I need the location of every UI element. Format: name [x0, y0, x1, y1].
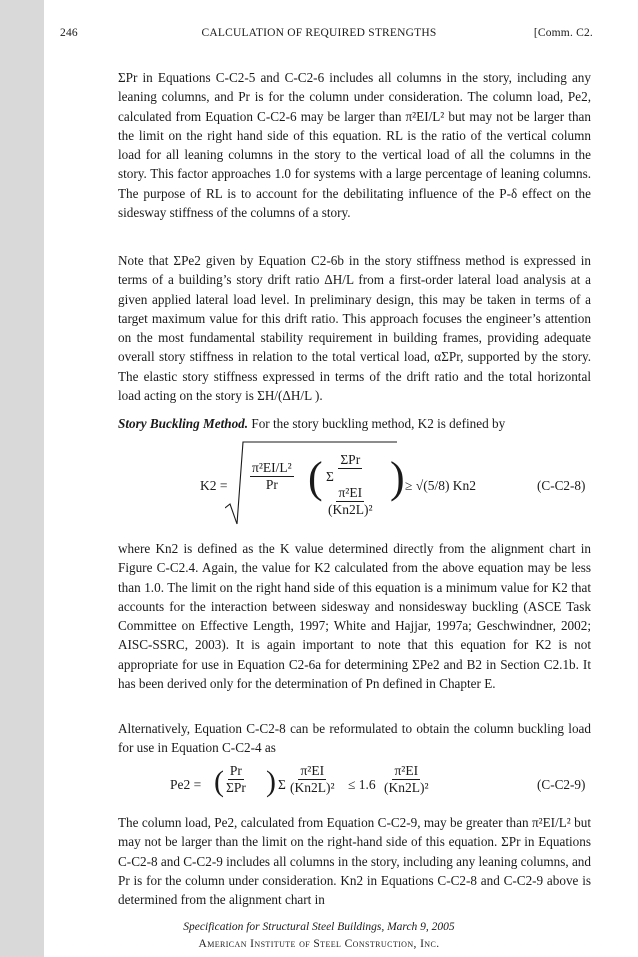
footer-publisher: American Institute of Steel Construction, Inc. — [198, 938, 440, 950]
k2-lhs: K2 = — [200, 478, 228, 493]
paragraph-leaning-columns: ΣPr in Equations C-C2-5 and C-C2-6 includes all columns in the story, including any leaning columns, and Pr is for the column under consideration. The column load, Pe2, calculated from Equation C-C2-6 may be larger than π²EI/L² but may not be larger than the limit on the right hand side of this equation. RL is the ratio of the vertical column load for all leaning columns in the story to the vertical load of all the columns in the story. This factor approaches 1.0 for systems with a large percentage of leaning columns. The purpose of RL is to account for the debilitating influence of the P-δ effect on the sidesway stiffness of the columns of a story. — [118, 70, 591, 221]
k2-limit: ≥ √(5/8) Kn2 — [405, 478, 477, 493]
footer-spec-title: Specification for Structural Steel Buildings, March 9, 2005 — [183, 921, 455, 933]
paragraph-pe2-limit: The column load, Pe2, calculated from Equation C-C2-9, may be greater than π²EI/L² but may not be larger than the limit on the right-hand side of this equation. ΣPr in Equations C-C2-8 and C-C2-9 includes all columns in the story, including any leaning columns, and Pr is for the column under consideration. Kn2 in Equations C-C2-8 and C-C2-9 above is determined from the alignment chart in — [118, 815, 591, 908]
paragraph-kn2-definition: where Kn2 is defined as the K value determined directly from the alignment chart in Figure C-C2.4. Again, the value for K2 calculated from the above equation may be less than 1.0. The limit on the right hand side of this equation is a minimum value for K2 that accounts for the interaction between sidesway and nonsidesway buckling (ASCE Task Committee on Effective Length, 1997; White and Hajjar, 1997a; Geschwindner, 2002; AISC-SSRC, 2003). It is again important to note that this equation for K2 is not appropriate for use in Equation C2-6a for determining ΣPe2 and B2 in Section C2.1b. It has been derived only for the determination of Pn defined in Chapter E. — [118, 541, 591, 692]
story-buckling-heading: Story Buckling Method. — [118, 416, 249, 431]
pe2-lhs: Pe2 = — [170, 777, 202, 792]
story-buckling-text: For the story buckling method, K2 is defined by — [248, 416, 506, 431]
equation-number-c-c2-9: (C-C2-9) — [537, 777, 586, 792]
fraction-sum-pr: ΣPr Σ $\frac{\text{π²EI}}{\text{(Kn2L)²}}$ — [326, 452, 373, 517]
paragraph-story-stiffness: Note that ΣPe2 given by Equation C2-6b in the story stiffness method is expressed in terms of a building’s story drift ratio ΔH/L from a first-order lateral load analysis at a given applied lateral load level. In preliminary design, this may be taken in terms of a target maximum value for this drift ratio. This approach focuses the engineer’s attention on the most fundamental stability requirement in building frames, providing adequate overall story stiffness in relation to the total vertical load, αΣPr, supported by the story. The elastic story stiffness expressed in terms of the drift ratio and the total horizontal load acting on the story is ΣH/(ΔH/L ). — [118, 253, 591, 404]
left-paren: ( — [308, 453, 323, 502]
section-reference: [Comm. C2. — [533, 27, 593, 39]
fraction-pi2ei-over-pr: $\frac{\text{π²EI/L²}}{Pr}$ — [252, 460, 292, 492]
fraction-pi2ei-kn2l: $\frac{\text{π²EI}}{\text{(Kn2L)²}}$ — [290, 763, 335, 795]
page-number: 246 — [60, 27, 78, 39]
left-gutter — [0, 0, 44, 957]
fraction-limit: $\frac{\text{π²EI}}{\text{(Kn2L)²}}$ — [384, 763, 429, 795]
equation-number-c-c2-8: (C-C2-8) — [537, 478, 586, 493]
fraction-pr-over-sum-pr: Pr ΣPr — [226, 763, 246, 795]
right-paren: ) — [390, 453, 405, 502]
equation-c-c2-9: Pe2 = ( Pr ΣPr ) Σ $\frac{\text{π²EI}}{\text{(Kn2L)²}}$ ≤ 1.6 $\frac{\text{π²EI}}{\text{(Kn2L)²}}$ — [170, 763, 429, 798]
running-title: CALCULATION OF REQUIRED STRENGTHS — [201, 27, 437, 39]
paragraph-alternative: Alternatively, Equation C-C2-8 can be reformulated to obtain the column buckling load for use in Equation C-C2-4 as — [118, 721, 591, 756]
paragraph-story-buckling-intro — [118, 414, 591, 433]
